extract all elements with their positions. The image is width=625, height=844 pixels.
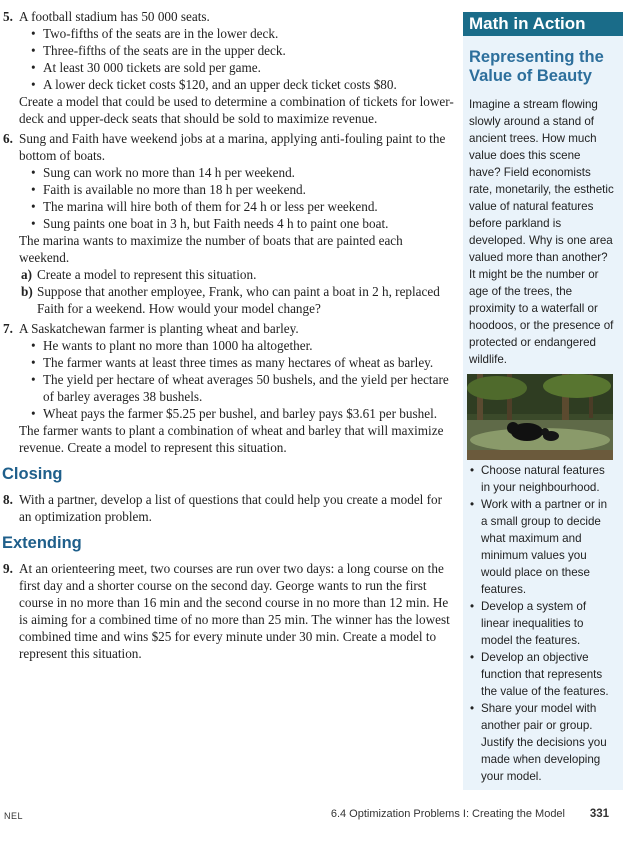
sidebar-title: Representing the Value of Beauty (469, 48, 604, 85)
problem-closing: Create a model that could be used to determine a combination of tickets for lower-deck and upper-deck seats that should be sold to maximize revenue. (19, 94, 454, 126)
problem-number: 8. (3, 492, 13, 507)
problem-number: 5. (3, 9, 13, 24)
bears-photo (467, 374, 613, 460)
problem-bullet: • Wheat pays the farmer $5.25 per bushel, and barley pays $3.61 per bushel. (31, 405, 454, 422)
subpart-label: a) (21, 267, 32, 282)
subpart-b (21, 283, 454, 317)
problem-text: At an orienteering meet, two courses are run over two days: a long course on the first day and a shorter course on the second day. George wants to run the first course in no more than 16 min and the second course in no more than 12 min. He is aiming for a combined time of no more than 25 min. The winner has the lowest combined time and wins $25 for every minute under 30 min. Create a model to represent this situation. (19, 561, 450, 661)
problem-bullet: • At least 30 000 tickets are sold per game. (31, 59, 454, 76)
subpart-text: Create a model to represent this situation. (37, 267, 257, 282)
sidebar-header: Math in Action (463, 12, 623, 36)
subpart-label: b) (21, 284, 33, 299)
problem-7 (4, 320, 454, 456)
problem-number: 6. (3, 131, 13, 146)
section-title: 6.4 Optimization Problems I: Creating the Model (330, 808, 565, 820)
problem-bullet: • He wants to plant no more than 1000 ha altogether. (31, 337, 454, 354)
problem-text: With a partner, develop a list of questions that could help you create a model for an optimization problem. (19, 492, 443, 524)
problem-intro: A Saskatchewan farmer is planting wheat and barley. (19, 321, 299, 336)
publisher-mark: NEL (4, 811, 24, 821)
problem-bullet: • Three-fifths of the seats are in the upper deck. (31, 42, 454, 59)
problem-6 (4, 130, 454, 317)
sidebar-paragraph: Imagine a stream flowing slowly around a stand of ancient trees. How much value does this scene have? Field economists rate, monetarily, the esthetic value of natural features before parkland is developed. Why is one area valued more than another? It might be the number or age of the trees, the proximity to a waterfall or hoodoos, or the presence of protected or endangered wildlife. (469, 98, 614, 366)
problem-bullet: • Two-fifths of the seats are in the lower deck. (31, 25, 454, 42)
exercise-column (4, 8, 454, 665)
problem-bullet: • The marina will hire both of them for 24 h or less per weekend. (31, 198, 454, 215)
problem-number: 9. (3, 561, 13, 576)
sidebar-task: • Develop an objective function that represents the value of the features. (469, 649, 615, 700)
problem-bullet: • The farmer wants at least three times as many hectares of wheat as barley. (31, 354, 454, 371)
problem-bullet: • A lower deck ticket costs $120, and an upper deck ticket costs $80. (31, 76, 454, 93)
problem-intro: Sung and Faith have weekend jobs at a marina, applying anti-fouling paint to the bottom of boats. (19, 131, 446, 163)
sidebar-task: • Share your model with another pair or group. Justify the decisions you made when developing your model. (469, 700, 615, 785)
problem-bullet: • Sung can work no more than 14 h per weekend. (31, 164, 454, 181)
problem-number: 7. (3, 321, 13, 336)
closing-heading: Closing (2, 465, 63, 483)
subpart-text: Suppose that another employee, Frank, who can paint a boat in 2 h, replaced Faith for a weekend. How would your model change? (37, 284, 440, 316)
problem-5 (4, 8, 454, 127)
problem-intro: A football stadium has 50 000 seats. (19, 9, 210, 24)
sidebar-task: • Choose natural features in your neighbourhood. (469, 462, 615, 496)
extending-heading: Extending (2, 534, 82, 552)
problem-closing: The marina wants to maximize the number of boats that are painted each weekend. (19, 233, 403, 265)
problem-bullet: • Sung paints one boat in 3 h, but Faith needs 4 h to paint one boat. (31, 215, 454, 232)
problem-bullet: • Faith is available no more than 18 h per weekend. (31, 181, 454, 198)
problem-closing: The farmer wants to plant a combination of wheat and barley that will maximize revenue. Create a model to represent this situation. (19, 423, 444, 455)
problem-8 (4, 491, 454, 525)
page-number: 331 (589, 808, 609, 820)
math-in-action-sidebar (463, 12, 623, 790)
subpart-a (21, 266, 454, 283)
page-footer (0, 808, 625, 832)
problem-9 (4, 560, 454, 662)
problem-bullet: • The yield per hectare of wheat averages 50 bushels, and the yield per hectare of barley averages 38 bushels. (31, 371, 454, 405)
sidebar-task: • Work with a partner or in a small group to decide what maximum and minimum values you would place on these features. (469, 496, 615, 598)
sidebar-task-list (469, 462, 615, 785)
sidebar-task: • Develop a system of linear inequalities to model the features. (469, 598, 615, 649)
